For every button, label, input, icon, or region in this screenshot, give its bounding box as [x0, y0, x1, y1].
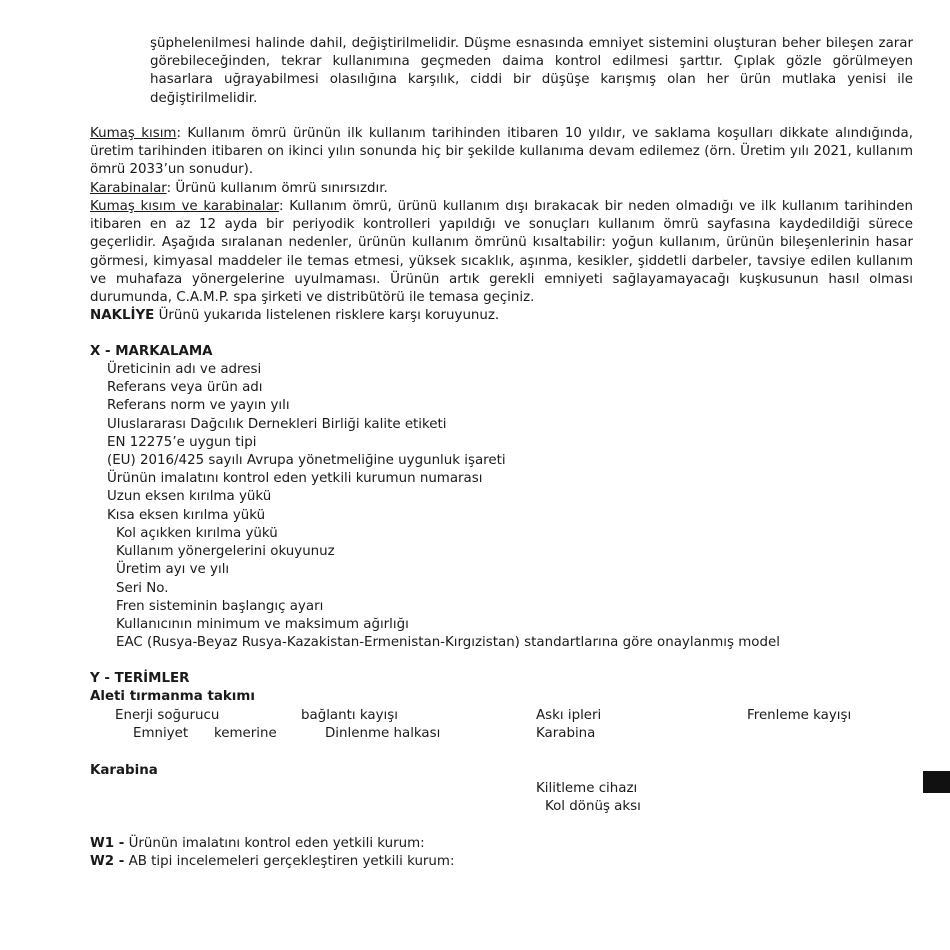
fabric-text: : Kullanım ömrü ürünün ilk kullanım tarihinden itibaren 10 yıldır, ve saklama koşulları dikkate alındığında, üretim tarihinden itibaren on ikinci yılın sonunda hiç bir şekilde kullanıma devam edilemez (örn. Üretim yılı 2021, kullanım ömrü 2033’un sonudur).	[90, 126, 913, 178]
carabiners-text: : Ürünü kullanım ömrü sınırsızdır.	[166, 181, 388, 196]
transport-label: NAKLİYE	[90, 308, 155, 323]
transport-paragraph	[90, 307, 913, 325]
w2-line	[90, 853, 454, 871]
term-brake-strap: Frenleme kayışı	[747, 708, 852, 723]
intro-paragraph	[150, 35, 913, 108]
marking-item: Uzun eksen kırılma yükü	[107, 489, 272, 505]
marking-item: Seri No.	[116, 580, 169, 596]
marking-item: EN 12275’e uygun tipi	[107, 434, 257, 450]
fabric-lifespan-paragraph	[90, 125, 913, 180]
marking-list-b	[116, 525, 780, 652]
marking-item: Referans norm ve yayın yılı	[107, 398, 290, 414]
carabiners-label: Karabinalar	[90, 181, 167, 196]
fabric-label: Kumaş kısım	[90, 126, 177, 141]
fabric-carabiners-label: Kumaş kısım ve karabinalar	[90, 199, 279, 214]
term-belt: kemerine	[214, 726, 277, 741]
marking-item: EAC (Rusya-Beyaz Rusya-Kazakistan-Ermenistan-Kırgızistan) standartlarına göre onaylanmış model	[116, 635, 780, 651]
marking-item: Ürünün imalatını kontrol eden yetkili kurumun numarası	[107, 471, 483, 487]
w2-text: AB tipi incelemeleri gerçekleştiren yetkili kurum:	[124, 854, 455, 869]
marking-item: Üreticinin adı ve adresi	[107, 362, 262, 377]
term-connection-strap: bağlantı kayışı	[301, 708, 398, 723]
w1-text: Ürünün imalatını kontrol eden yetkili kurum:	[124, 836, 425, 851]
term-arm-pivot: Kol dönüş aksı	[545, 799, 641, 814]
term-carabiner: Karabina	[536, 726, 596, 741]
term-hanging-ropes: Askı ipleri	[536, 708, 602, 723]
fabric-carabiners-text: : Kullanım ömrü, ürünü kullanım dışı bırakacak bir neden olmadığı ve ilk kullanım tarihinden itibaren en az 12 ayda bir periyodik kontrolleri yapıldığı ve sonuçları kullanım ömrü sayfasına kaydedildiği sürece geçerlidir. Aşağıda sıralanan nedenler, ürünün kullanım ömrünü kısaltabilir: yoğun kullanım, ürünün bileşenlerinin hasar görmesi, kimyasal maddeler ile temas etmesi, yüksek sıcaklık, aşınma, kesikler, şiddetli darbeler, tavsiye edilen kullanım ve muhafaza yönergelerine uyulmaması. Ürünün artık gerekli emniyeti sağlayamayacağı kuşkusunun hasıl olması durumunda, C.A.M.P. spa şirketi ve distribütörü ile temasa geçiniz.	[90, 199, 913, 306]
w2-code: W2 -	[90, 854, 125, 869]
marking-item: Kullanım yönergelerini okuyunuz	[116, 544, 335, 560]
marking-item: Kullanıcının minimum ve maksimum ağırlığı	[116, 617, 409, 633]
marking-item: Kol açıkken kırılma yükü	[116, 526, 278, 541]
marking-list-a	[107, 361, 506, 525]
terms-heading: Y - TERİMLER	[90, 671, 190, 686]
term-safety: Emniyet	[133, 726, 189, 741]
term-locking-device: Kilitleme cihazı	[536, 781, 638, 796]
terms-subheading: Aleti tırmanma takımı	[90, 689, 255, 704]
marking-item: Referans veya ürün adı	[107, 380, 263, 396]
marking-item: Uluslararası Dağcılık Dernekleri Birliği kalite etiketi	[107, 416, 447, 432]
term-rest-ring: Dinlenme halkası	[325, 726, 441, 741]
marking-item: Kısa eksen kırılma yükü	[107, 507, 266, 523]
term-energy-absorber: Enerji soğurucu	[115, 708, 220, 723]
w1-code: W1 -	[90, 836, 125, 851]
carabiners-lifespan-paragraph	[90, 180, 913, 198]
marking-item: Fren sisteminin başlangıç ayarı	[116, 598, 324, 614]
marking-item: (EU) 2016/425 sayılı Avrupa yönetmeliğine uygunluk işareti	[107, 453, 506, 469]
marking-item: Üretim ayı ve yılı	[116, 562, 230, 578]
intro-text: şüphelenilmesi halinde dahil, değiştirilmelidir. Düşme esnasında emniyet sistemini oluşturan beher bileşen zarar görebileceğinden, tekrar kullanımına geçmeden daima kontrol edilmesi şarttır. Çıplak gözle görülmeyen hasarlara uğrayabilmesi olasılığına karşılık, ciddi bir düşüşe karışmış olan her ürün mutlaka yenisi ile değiştirilmelidir.	[150, 36, 913, 106]
carabiner-heading: Karabina	[90, 763, 158, 778]
transport-text: Ürünü yukarıda listelenen risklere karşı koruyunuz.	[154, 308, 500, 323]
w1-line	[90, 835, 425, 853]
page-edge-marker	[923, 771, 950, 793]
fabric-carabiners-paragraph	[90, 198, 913, 307]
marking-heading: X - MARKALAMA	[90, 344, 213, 359]
